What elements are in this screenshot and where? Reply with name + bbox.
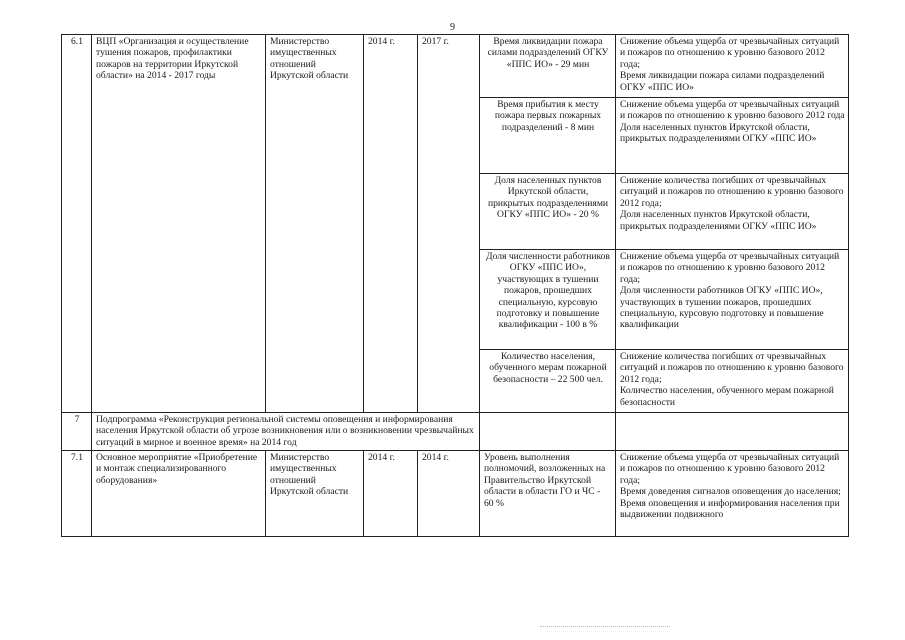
table-row [62,451,849,537]
effect-line: Снижение объема ущерба от чрезвычайных ситуаций и пожаров по отношению к уровню базового 2012 года; [620,452,840,486]
program-table [61,34,849,537]
start-year: 2014 г. [364,35,418,413]
measure-name: Основное мероприятие «Приобретение и монтаж специализированного оборудования» [92,451,266,537]
effect-line: Снижение количества погибших от чрезвычайных ситуаций и пожаров по отношению к уровню базового 2012 года; [620,351,844,385]
effect-line: Снижение объема ущерба от чрезвычайных ситуаций и пожаров по отношению к уровню базового 2012 года; [620,36,840,70]
target-indicator: Время прибытия к месту пожара первых пожарных подразделений - 8 мин [480,98,616,174]
effect-line: Время оповещения и информирования населения при выдвижении подвижного [620,497,840,521]
effect-line: Снижение количества погибших от чрезвычайных ситуаций и пожаров по отношению к уровню базового 2012 года; [620,175,844,209]
effect-line: Доля населенных пунктов Иркутской области, прикрытых подразделениями ОГКУ «ППС ИО» [620,121,817,145]
executor: Министерство имущественных отношений Иркутской области [266,451,364,537]
target-indicator: Количество населения, обученного мерам пожарной безопасности – 22 500 чел. [480,350,616,413]
expected-effect [616,98,849,174]
start-year: 2014 г. [364,451,418,537]
expected-effect [616,350,849,413]
expected-effect [616,35,849,98]
target-indicator: Уровень выполнения полномочий, возложенных на Правительство Иркутской области в области ГО и ЧС - 60 % [480,451,616,537]
target-indicator: Доля населенных пунктов Иркутской области, прикрытых подразделениями ОГКУ «ППС ИО» - 20 % [480,174,616,250]
expected-effect [616,174,849,250]
empty-cell [616,413,849,451]
row-number: 7.1 [62,451,92,537]
measure-name: ВЦП «Организация и осуществление тушения пожаров, профилактики пожаров на территории Иркутской области» на 2014 - 2017 годы [92,35,266,413]
effect-line: Время доведения сигналов оповещения до населения; [620,486,841,498]
row-number: 6.1 [62,35,92,413]
effect-line: Количество населения, обученного мерам пожарной безопасности [620,385,834,408]
effect-line: Снижение объема ущерба от чрезвычайных ситуаций и пожаров по отношению к уровню базового 2012 года [620,99,845,122]
subprogram-title: Подпрограмма «Реконструкция региональной системы оповещения и информирования населения Иркутской области об угрозе возникновения или о возникновении чрезвычайных ситуаций в мирное и военное время» на 2014 год [92,413,480,451]
scan-artifact [540,626,670,628]
page-number: 9 [450,22,455,33]
empty-cell [480,413,616,451]
executor: Министерство имущественных отношений Иркутской области [266,35,364,413]
effect-line: Время ликвидации пожара силами подразделений ОГКУ «ППС ИО» [620,70,825,93]
expected-effect [616,250,849,350]
target-indicator: Доля численности работников ОГКУ «ППС ИО», участвующих в тушении пожаров, прошедших специальную, курсовую подготовку и повышение квалификации - 100 в % [480,250,616,350]
target-indicator: Время ликвидации пожара силами подразделений ОГКУ «ППС ИО» - 29 мин [480,35,616,98]
expected-effect [616,451,849,537]
effect-line: Снижение объема ущерба от чрезвычайных ситуаций и пожаров по отношению к уровню базового 2012 года; [620,251,840,285]
row-number: 7 [62,413,92,451]
effect-line: Доля численности работников ОГКУ «ППС ИО», участвующих в тушении пожаров, прошедших специальную, курсовую подготовку и повышение квалификации [620,285,824,331]
table-row [62,35,849,98]
subprogram-row [62,413,849,451]
end-year: 2017 г. [418,35,480,413]
end-year: 2014 г. [418,451,480,537]
effect-line: Доля населенных пунктов Иркутской области, прикрытых подразделениями ОГКУ «ППС ИО» [620,209,817,232]
